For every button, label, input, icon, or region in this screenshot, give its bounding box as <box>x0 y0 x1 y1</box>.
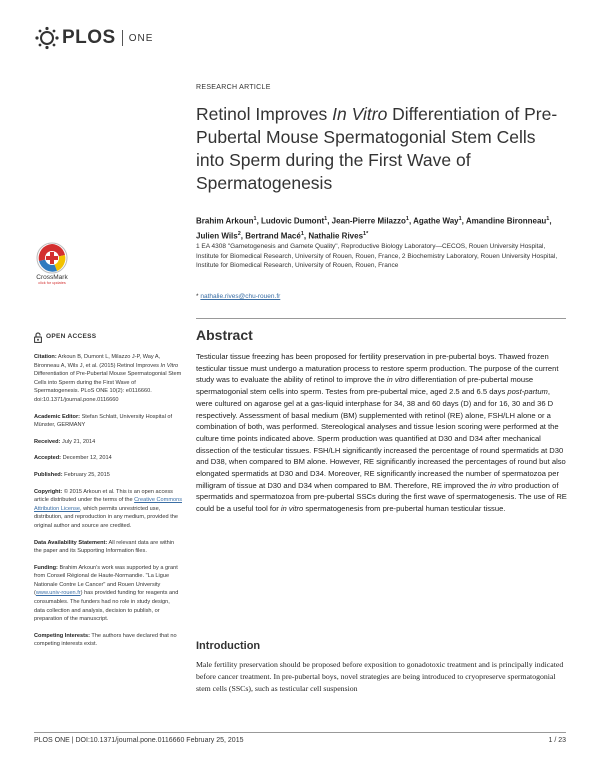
citation-block <box>34 353 182 405</box>
author-name[interactable]: Julien Wils <box>196 231 238 241</box>
abstract-italic: post-partum <box>507 387 548 397</box>
accepted-block <box>34 454 182 463</box>
logo-separator <box>122 30 123 46</box>
author-affil-mark: 1 <box>324 216 328 222</box>
copyright-label: Copyright: <box>34 488 63 495</box>
plos-logo-dots-icon <box>34 26 60 50</box>
article-title <box>196 103 566 195</box>
funding-block <box>34 564 182 624</box>
funding-label: Funding: <box>34 564 58 571</box>
open-access-badge <box>34 332 182 343</box>
author-affil-mark: 1 <box>300 230 304 237</box>
abstract-segment: , were cultured on agarose gel at a gas-liquid interphase for 34, 38 and 60 days (D) and for 16, 30 and 36 D respectively. Assessment of basal medium (BM) supplemented with retinol (RE) alone, FSH/LH alone or a combination of both, was performed. Stereological analyses and tissue lesion scoring were performed at the culture time points indicated above. Sperm production was quantified at D30 and D34 after mechanical dissection of the testicular tissues. FSH/LH significantly increased the percentage of round spermatids at D30 and D38, when compared to BM alone. However, RE significantly increased the percentages of round but also elongated spermatids at D30 and D34. Moreover, RE significantly increased the number of spermatozoa per milligram of tissue at D30 and D34 when compared to BM. Therefore, RE improved the <box>196 387 566 490</box>
competing-interests-block <box>34 632 182 649</box>
article-info-sidebar <box>34 332 182 657</box>
crossmark-label: CrossMark <box>36 274 68 281</box>
abstract-divider <box>196 318 566 319</box>
received-block <box>34 438 182 447</box>
abstract-italic: in vitro <box>490 480 513 490</box>
copyright-text: © 2015 Arkoun et al. This is an open access article distributed under the terms of the <box>34 488 173 504</box>
author-affil-mark: 1 <box>405 216 409 222</box>
funding-link[interactable]: www.univ-rouen.fr <box>35 590 81 597</box>
published-block <box>34 471 182 480</box>
author-affil-mark: 2 <box>237 230 241 237</box>
logo-brand-text: PLOS <box>62 27 116 48</box>
published-label: Published: <box>34 471 63 478</box>
citation-italic: In Vitro <box>160 362 179 369</box>
abstract-text <box>196 351 568 515</box>
license-link[interactable]: Creative Commons Attribution License <box>34 497 182 512</box>
author-name[interactable]: Amandine Bironneau <box>465 216 547 226</box>
funding-text-end: ) has provided funding for reagents and consumables. The funders had no role in study design, data collection and analysis, decision to publish, or preparation of the manuscript. <box>34 590 179 623</box>
abstract-italic: in vitro <box>280 504 304 514</box>
data-availability-block <box>34 539 182 556</box>
copyright-block <box>34 488 182 531</box>
data-availability-text: All relevant data are within the paper and its Supporting Information files. <box>34 539 175 555</box>
citation-text-end: Differentiation of Pre-Pubertal Mouse Spermatogonial Stem Cells into Sperm during the First Wave of Spermatogenesis. PLoS ONE 10(2): e0116660. doi:10.1371/journal.pone.0116660 <box>34 371 182 403</box>
academic-editor-block <box>34 413 182 430</box>
author-name[interactable]: Brahim Arkoun <box>196 216 254 226</box>
author-name[interactable]: Ludovic Dumont <box>261 216 325 226</box>
abstract-segment: production of spermatids and spermatozoa from pre-pubertal SSCs during the first wave of spermatogenesis. The use of RE could be a useful tool for <box>196 480 567 514</box>
received-label: Received: <box>34 438 61 445</box>
plos-one-logo[interactable] <box>34 26 153 50</box>
footer-citation: PLOS ONE | DOI:10.1371/journal.pone.0116660 February 25, 2015 <box>34 737 244 744</box>
corresponding-mark: * <box>196 293 201 300</box>
author-list: Brahim Arkoun$^1$, Ludovic Dumont$^1$, Jean-Pierre Milazzo$^1$, Agathe Way$^1$, Amandine Bironneau$^1$, Julien Wils$^2$, Bertrand Macé$^1$, Nathalie Rives$^{1*}$ <box>196 216 552 241</box>
published-date: February 25, 2015 <box>62 471 110 478</box>
copyright-text-end: , which permits unrestricted use, distribution, and reproduction in any medium, provided the original author and source are credited. <box>34 505 178 529</box>
author-affil-mark: 1 <box>546 216 550 222</box>
open-lock-icon <box>34 332 42 343</box>
logo-journal-text: ONE <box>128 32 154 44</box>
abstract-segment: Testicular tissue freezing has been proposed for fertility preservation in pre-pubertal boys. Thawed frozen testicular tissue must undergo a maturation process to restore sperm production. The purpose of the current study was to evaluate the ability of retinol to improve the <box>196 352 559 385</box>
competing-text: The authors have declared that no competing interests exist. <box>34 632 177 648</box>
received-date: July 21, 2014 <box>60 438 96 445</box>
author-affil-mark: 1* <box>363 230 369 237</box>
open-access-label: OPEN ACCESS <box>46 333 97 341</box>
data-availability-label: Data Availability Statement: <box>34 539 108 546</box>
editor-label: Academic Editor: <box>34 413 81 420</box>
abstract-heading: Abstract <box>196 327 253 343</box>
title-italic: In Vitro <box>332 104 388 124</box>
author-name[interactable]: Jean-Pierre Milazzo <box>331 216 406 226</box>
title-part-2: Differentiation of Pre-Pubertal Mouse Spermatogonial Stem Cells into Sperm during the First Wave of Spermatogenesis <box>196 104 558 193</box>
author-affil-mark: 1 <box>458 216 462 222</box>
affiliations: 1 EA 4308 "Gametogenesis and Gamete Quality", Reproductive Biology Laboratory—CECOS, Rouen University Hospital, Institute for Biomedical Research, University of Rouen, Rouen, France, 2 Biochemistry Laboratory, Rouen University Hospital, Institute for Biomedical Research, University of Rouen, Rouen, France <box>196 243 558 270</box>
page-number: 1 / 23 <box>548 737 566 744</box>
introduction-heading: Introduction <box>196 640 261 652</box>
author-affil-mark: 1 <box>253 216 257 222</box>
abstract-segment: spermatogenesis from pre-pubertal human testicular tissue. <box>303 504 506 514</box>
footer-divider <box>34 732 566 733</box>
funding-text: Brahim Arkoun's work was supported by a grant from Conseil Régional de Haute-Normandie. "La Ligue Nationale Contre Le Cancer" and Rouen University ( <box>34 564 178 597</box>
accepted-date: December 12, 2014 <box>61 455 112 462</box>
crossmark-icon[interactable] <box>33 241 71 285</box>
abstract-italic: in vitro <box>386 375 410 385</box>
introduction-text: Male fertility preservation should be proposed before exposition to gonadotoxic treatment and is principally indicated before cancer treatment. In pre-pubertal boys, novel strategies are being introduced to cryopreserve spermatogonial stem cells (SSCs), such as testicular cell suspension <box>196 660 564 693</box>
author-name[interactable]: Nathalie Rives <box>308 231 364 241</box>
competing-label: Competing Interests: <box>34 632 90 639</box>
corresponding-email-link[interactable]: nathalie.rives@chu-rouen.fr <box>200 293 281 300</box>
author-name[interactable]: Agathe Way <box>413 216 459 226</box>
crossmark-sublabel: click for updates <box>38 281 66 285</box>
title-part-1: Retinol Improves <box>196 104 333 124</box>
editor-text: Stefan Schlatt, University Hospital of Münster, GERMANY <box>34 413 173 429</box>
correspondence <box>196 293 280 300</box>
accepted-label: Accepted: <box>34 455 62 462</box>
citation-text: Arkoun B, Dumont L, Milazzo J-P, Way A, Bironneau A, Wils J, et al. (2015) Retinol Improves <box>34 354 161 369</box>
article-type-label: RESEARCH ARTICLE <box>196 84 271 91</box>
citation-label: Citation: <box>34 354 57 360</box>
author-name[interactable]: Bertrand Macé <box>245 231 301 241</box>
abstract-segment: differentiation of pre-pubertal mouse spermatogonial stem cells into sperm. Testes from pre-pubertal mice, aged 2.5 and 6.5 days <box>196 375 534 397</box>
